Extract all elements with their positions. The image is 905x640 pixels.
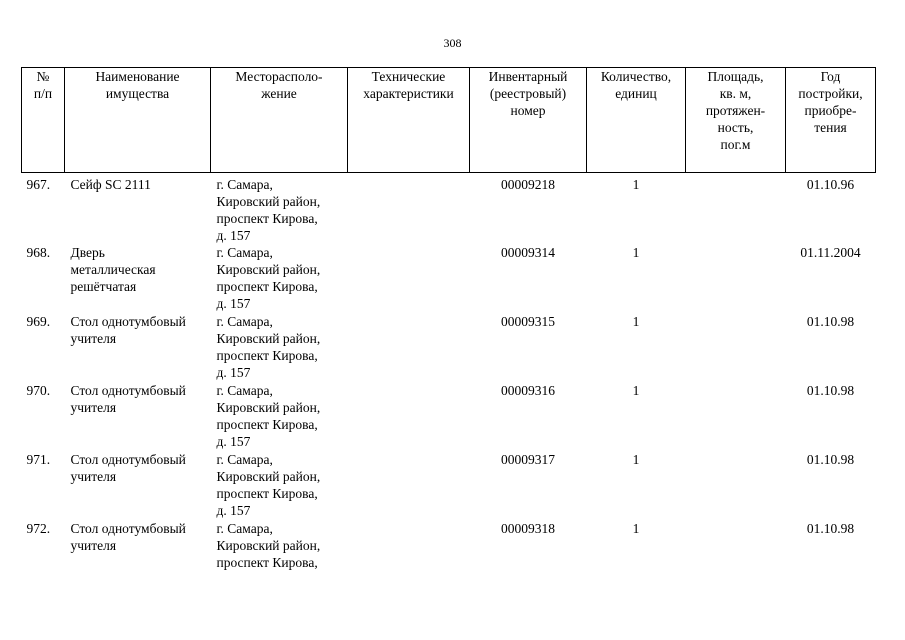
row-name: Дверь металлическая решётчатая [70,245,156,294]
row-name: Стол однотумбовый учителя [70,314,186,346]
col-header-area: Площадь, кв. м, протяжен- ность, пог.м [686,68,786,173]
row-quantity: 1 [632,521,640,536]
row-area [686,244,786,313]
col-header-name: Наименование имущества [65,68,211,173]
table-row [22,244,876,313]
row-inventory: 00009317 [501,452,555,467]
row-inventory: 00009218 [501,177,555,192]
row-year: 01.11.2004 [800,245,861,260]
row-number: 970. [26,383,51,398]
row-quantity: 1 [632,245,640,260]
table-row [22,173,876,245]
page-number: 308 [443,36,462,50]
col-header-year: Год постройки, приобре- тения [786,68,876,173]
row-number: 972. [26,521,51,536]
row-number: 971. [26,452,51,467]
row-year: 01.10.98 [806,314,855,329]
row-name: Сейф SC 2111 [70,177,151,192]
row-area [686,382,786,451]
col-header-number: № п/п [22,68,65,173]
row-year: 01.10.98 [806,383,855,398]
row-number: 968. [26,245,51,260]
row-area [686,313,786,382]
col-header-inventory: Инвентарный (реестровый) номер [470,68,587,173]
row-quantity: 1 [632,314,640,329]
row-tech [348,451,470,520]
property-table [21,67,876,589]
row-tech [348,313,470,382]
row-name: Стол однотумбовый учителя [70,452,186,484]
row-tech [348,520,470,589]
row-location: г. Самара, Кировский район, проспект Кирова, д. 157 [216,177,321,243]
row-location: г. Самара, Кировский район, проспект Кирова, д. 157 [216,314,321,380]
row-area [686,520,786,589]
table-row [22,451,876,520]
table-row [22,520,876,589]
row-area [686,451,786,520]
row-tech [348,382,470,451]
row-area [686,173,786,245]
row-location: г. Самара, Кировский район, проспект Кирова, д. 157 [216,383,321,449]
row-tech [348,244,470,313]
row-quantity: 1 [632,383,640,398]
col-header-quantity: Количество, единиц [587,68,686,173]
row-number: 967. [26,177,51,192]
row-inventory: 00009315 [501,314,555,329]
row-number: 969. [26,314,51,329]
row-year: 01.10.96 [806,177,855,192]
col-header-location: Месторасполо- жение [211,68,348,173]
row-inventory: 00009314 [501,245,555,260]
row-quantity: 1 [632,452,640,467]
row-location: г. Самара, Кировский район, проспект Кирова, д. 157 [216,245,321,311]
col-header-tech: Технические характеристики [348,68,470,173]
table-header-row [22,68,876,173]
row-inventory: 00009318 [501,521,555,536]
row-name: Стол однотумбовый учителя [70,521,186,553]
row-location: г. Самара, Кировский район, проспект Кирова, д. 157 [216,452,321,518]
row-name: Стол однотумбовый учителя [70,383,186,415]
row-year: 01.10.98 [806,521,855,536]
row-inventory: 00009316 [501,383,555,398]
row-location: г. Самара, Кировский район, проспект Кирова, [216,521,321,570]
table-row [22,382,876,451]
table-row [22,313,876,382]
row-year: 01.10.98 [806,452,855,467]
row-tech [348,173,470,245]
row-quantity: 1 [632,177,640,192]
